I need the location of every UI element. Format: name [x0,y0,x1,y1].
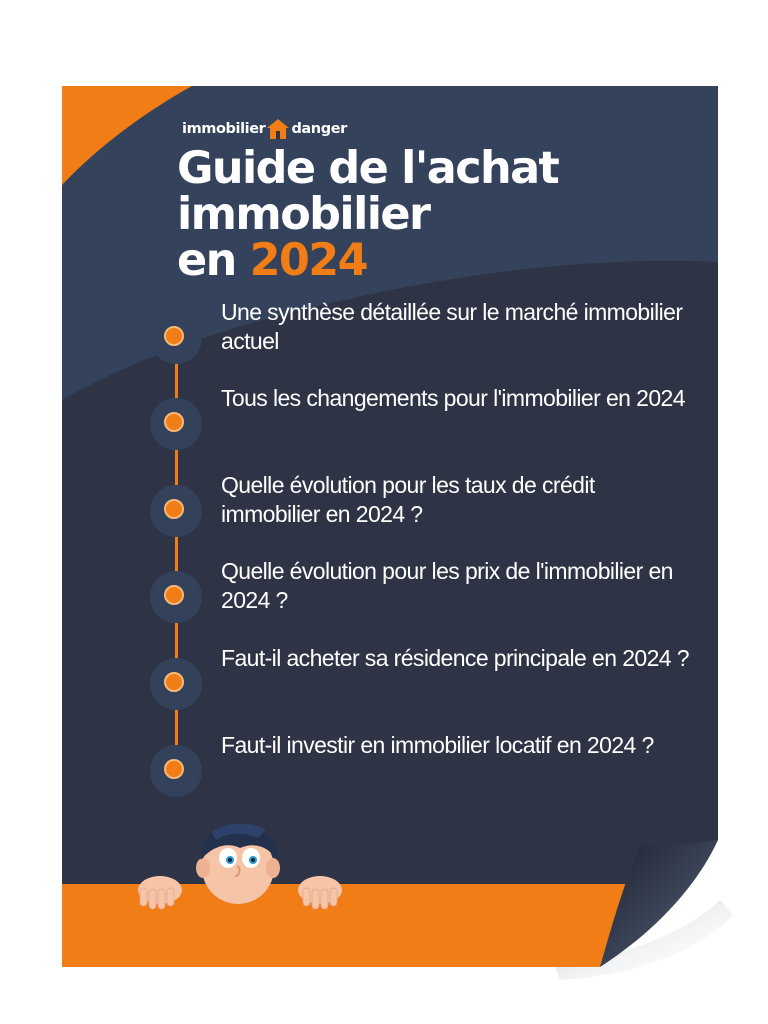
brand-name-part-1: immobilier [182,121,266,137]
list-item-text: Quelle évolution pour les prix de l'immobilier en 2024 ? [221,558,673,613]
list-item-text: Une synthèse détaillée sur le marché immobilier actuel [221,299,683,354]
title-line-1: Guide de l'achat [177,143,559,194]
bullet-dot [164,326,184,346]
bullet-dot [164,759,184,779]
bullet-dot [164,499,184,519]
title-year: 2024 [249,235,368,286]
list-item [0,645,768,738]
brand-logo [182,118,347,140]
list-item [0,732,768,825]
list-item [0,472,768,565]
list-item-text: Faut-il acheter sa résidence principale en 2024 ? [221,645,689,671]
list-item [0,385,768,478]
title-line-2: immobilier [177,189,430,240]
title-prefix: en [177,235,250,286]
house-icon [266,118,290,140]
list-item-text: Quelle évolution pour les taux de crédit immobilier en 2024 ? [221,472,595,527]
list-item-text: Faut-il investir en immobilier locatif en 2024 ? [221,732,654,758]
bullet-dot [164,412,184,432]
list-item [0,299,768,392]
bullet-dot [164,585,184,605]
title-line-3 [177,235,558,286]
list-item [0,558,768,651]
page-title [177,143,559,286]
list-item-text: Tous les changements pour l'immobilier en 2024 [221,385,685,411]
brand-name-part-2: danger [291,121,347,137]
bullet-dot [164,672,184,692]
